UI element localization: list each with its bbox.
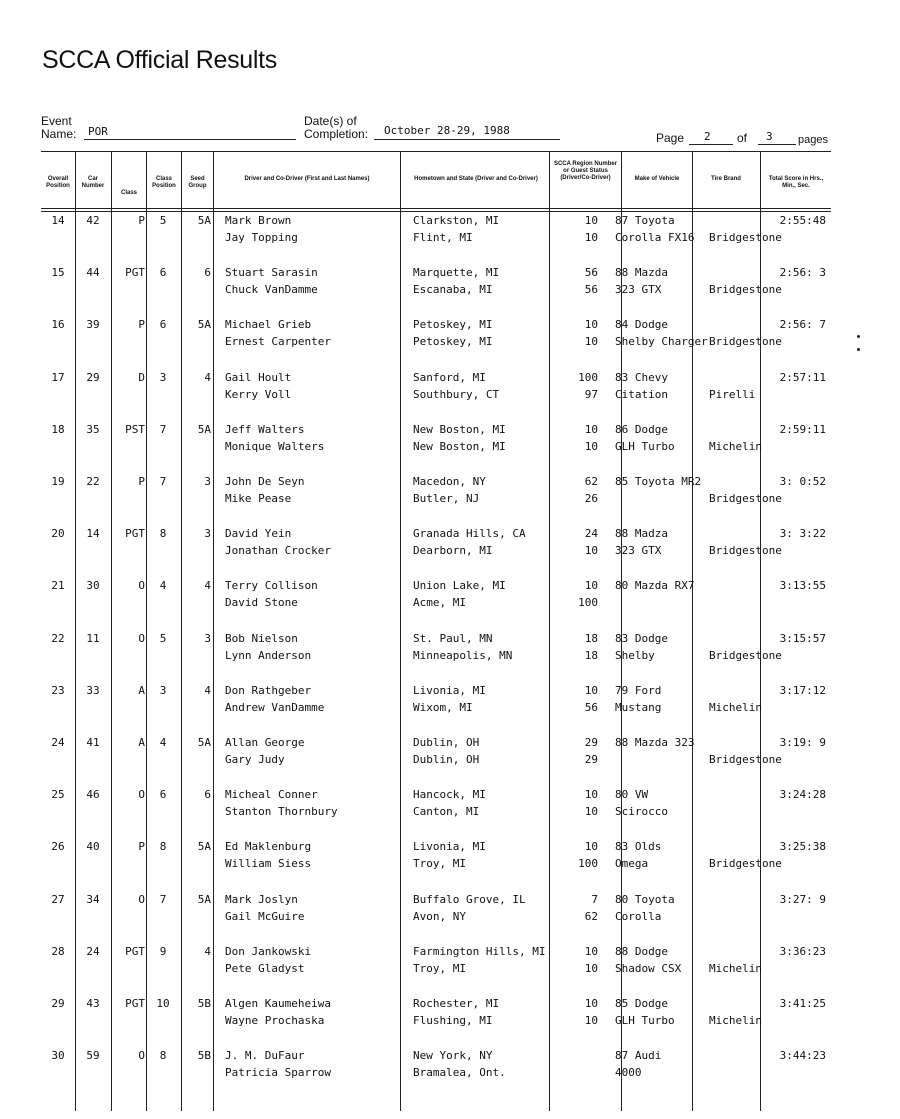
seed-group: 5A xyxy=(197,736,211,749)
driver-region: 10 xyxy=(584,579,598,593)
vehicle-make: 88 Madza xyxy=(615,527,668,541)
driver-hometown: Buffalo Grove, IL xyxy=(413,892,526,906)
overall-position: 21 xyxy=(51,579,65,593)
vehicle-make: 84 Dodge xyxy=(615,318,668,332)
driver-hometown: Clarkston, MI xyxy=(413,214,500,227)
overall-position: 29 xyxy=(51,997,65,1010)
event-name-value: POR xyxy=(88,125,108,138)
dates-value: October 28-29, 1988 xyxy=(384,124,510,137)
vehicle-model: GLH Turbo xyxy=(615,1014,675,1027)
tire-brand: Bridgestone xyxy=(709,648,782,662)
seed-group: 5A xyxy=(197,892,211,906)
car-number: 33 xyxy=(86,683,100,697)
total-score: 3:41:25 xyxy=(779,997,826,1010)
driver-name: Algen Kaumeheiwa xyxy=(225,997,331,1010)
codriver-name: Jay Topping xyxy=(225,231,298,244)
total-score: 3:13:55 xyxy=(779,579,826,593)
driver-name: Jeff Walters xyxy=(225,422,305,436)
driver-hometown: Rochester, MI xyxy=(413,997,500,1010)
codriver-region: 26 xyxy=(584,492,598,505)
codriver-name: Gail McGuire xyxy=(225,909,305,923)
class-position: 10 xyxy=(156,997,170,1010)
codriver-hometown: Petoskey, MI xyxy=(413,335,493,349)
overall-position: 20 xyxy=(51,527,65,541)
codriver-hometown: Canton, MI xyxy=(413,805,480,819)
tire-brand: Bridgestone xyxy=(709,857,782,871)
vehicle-model: Shelby xyxy=(615,648,655,662)
vehicle-make: 88 Mazda 323 xyxy=(615,736,695,749)
class: PGT xyxy=(125,527,145,541)
car-number: 39 xyxy=(86,318,100,332)
codriver-region: 10 xyxy=(584,805,598,819)
total-score: 2:56: 7 xyxy=(779,318,826,332)
column-header-class-position: Class Position xyxy=(152,176,176,189)
overall-position: 27 xyxy=(51,892,65,906)
table-row xyxy=(0,316,900,356)
table-row xyxy=(0,473,900,513)
car-number: 46 xyxy=(86,788,100,802)
driver-region: 10 xyxy=(584,997,598,1010)
codriver-region: 100 xyxy=(578,596,598,610)
driver-region: 10 xyxy=(584,214,598,227)
codriver-name: Pete Gladyst xyxy=(225,961,305,975)
table-row xyxy=(0,786,900,826)
class: P xyxy=(138,840,145,854)
table-row xyxy=(0,1047,900,1087)
class-position: 6 xyxy=(159,318,167,332)
driver-region: 10 xyxy=(584,944,598,958)
car-number: 29 xyxy=(86,370,100,384)
codriver-region: 97 xyxy=(584,387,598,401)
codriver-region: 10 xyxy=(584,335,598,349)
column-header-car-number: Car Number xyxy=(81,176,105,189)
car-number: 42 xyxy=(86,214,100,227)
vehicle-make: 87 Audi xyxy=(615,1049,662,1063)
scan-speck xyxy=(857,335,860,338)
driver-name: J. M. DuFaur xyxy=(225,1049,305,1063)
vehicle-make: 87 Toyota xyxy=(615,214,675,227)
seed-group: 5A xyxy=(197,422,211,436)
car-number: 35 xyxy=(86,422,100,436)
driver-hometown: Marquette, MI xyxy=(413,266,500,280)
codriver-region: 62 xyxy=(584,909,598,923)
table-row xyxy=(0,838,900,878)
seed-group: 5A xyxy=(197,214,211,227)
table-row xyxy=(0,212,900,252)
column-header-hometown: Hometown and State (Driver and Co-Driver) xyxy=(414,176,538,182)
table-row xyxy=(0,577,900,617)
page-number-value: 2 xyxy=(704,130,711,143)
codriver-region: 10 xyxy=(584,544,598,558)
codriver-hometown: Dublin, OH xyxy=(413,753,480,766)
car-number: 30 xyxy=(86,579,100,593)
overall-position: 26 xyxy=(51,840,65,854)
vehicle-make: 79 Ford xyxy=(615,683,662,697)
page-label: Page xyxy=(656,131,685,145)
vehicle-make: 86 Dodge xyxy=(615,422,668,436)
overall-position: 17 xyxy=(51,370,65,384)
class: A xyxy=(138,736,145,749)
codriver-name: Mike Pease xyxy=(225,492,292,505)
column-header-vehicle: Make of Vehicle xyxy=(634,176,680,182)
class-position: 7 xyxy=(159,422,167,436)
column-header-overall-position: Overall Position xyxy=(46,176,70,189)
seed-group: 4 xyxy=(204,579,211,593)
codriver-region: 56 xyxy=(584,700,598,714)
car-number: 11 xyxy=(86,631,100,645)
seed-group: 3 xyxy=(204,475,211,488)
codriver-name: Lynn Anderson xyxy=(225,648,312,662)
total-score: 3:24:28 xyxy=(779,788,826,802)
class: PGT xyxy=(125,266,145,280)
class-position: 5 xyxy=(159,214,167,227)
event-name-label: Event Name: xyxy=(41,114,77,141)
driver-hometown: Union Lake, MI xyxy=(413,579,506,593)
codriver-name: Patricia Sparrow xyxy=(225,1066,331,1080)
driver-region: 10 xyxy=(584,683,598,697)
codriver-name: Ernest Carpenter xyxy=(225,335,331,349)
driver-name: Bob Nielson xyxy=(225,631,298,645)
seed-group: 6 xyxy=(204,266,211,280)
codriver-hometown: New Boston, MI xyxy=(413,439,506,453)
driver-name: Don Rathgeber xyxy=(225,683,312,697)
codriver-region: 10 xyxy=(584,961,598,975)
codriver-hometown: Avon, NY xyxy=(413,909,466,923)
total-score: 3:25:38 xyxy=(779,840,826,854)
page-number-underline xyxy=(689,144,733,145)
dates-underline xyxy=(374,139,560,140)
table-header-border xyxy=(41,208,831,209)
driver-hometown: Livonia, MI xyxy=(413,840,486,854)
driver-region: 100 xyxy=(578,370,598,384)
class-position: 8 xyxy=(159,527,167,541)
vehicle-model: Omega xyxy=(615,857,649,871)
codriver-hometown: Flint, MI xyxy=(413,231,473,244)
class-position: 6 xyxy=(159,788,167,802)
total-score: 3:15:57 xyxy=(779,631,826,645)
driver-name: Ed Maklenburg xyxy=(225,840,312,854)
driver-name: John De Seyn xyxy=(225,475,305,488)
class-position: 9 xyxy=(159,944,167,958)
driver-name: Terry Collison xyxy=(225,579,318,593)
tire-brand: Michelin xyxy=(709,1014,762,1027)
codriver-name: Gary Judy xyxy=(225,753,285,766)
tire-brand: Michelin xyxy=(709,439,762,453)
driver-region: 10 xyxy=(584,422,598,436)
seed-group: 5B xyxy=(197,1049,211,1063)
driver-name: Stuart Sarasin xyxy=(225,266,318,280)
tire-brand: Bridgestone xyxy=(709,335,782,349)
class-position: 6 xyxy=(159,266,167,280)
seed-group: 4 xyxy=(204,944,211,958)
total-score: 3:19: 9 xyxy=(779,736,826,749)
seed-group: 4 xyxy=(204,370,211,384)
driver-hometown: Macedon, NY xyxy=(413,475,486,488)
codriver-hometown: Escanaba, MI xyxy=(413,283,493,297)
car-number: 41 xyxy=(86,736,100,749)
vehicle-make: 80 Mazda RX7 xyxy=(615,579,695,593)
class: O xyxy=(138,892,145,906)
driver-hometown: Granada Hills, CA xyxy=(413,527,526,541)
seed-group: 3 xyxy=(204,631,211,645)
tire-brand: Bridgestone xyxy=(709,544,782,558)
column-header-driver: Driver and Co-Driver (First and Last Names) xyxy=(244,176,370,182)
tire-brand: Michelin xyxy=(709,961,762,975)
table-row xyxy=(0,734,900,774)
total-score: 3: 0:52 xyxy=(779,475,826,488)
vehicle-model: 4000 xyxy=(615,1066,642,1080)
driver-region: 18 xyxy=(584,631,598,645)
overall-position: 25 xyxy=(51,788,65,802)
driver-name: Mark Joslyn xyxy=(225,892,298,906)
tire-brand: Bridgestone xyxy=(709,283,782,297)
total-score: 2:55:48 xyxy=(779,214,826,227)
class: P xyxy=(138,214,145,227)
driver-name: David Yein xyxy=(225,527,292,541)
seed-group: 6 xyxy=(204,788,211,802)
vehicle-model: GLH Turbo xyxy=(615,439,675,453)
vehicle-model: Shadow CSX xyxy=(615,961,682,975)
codriver-region: 100 xyxy=(578,857,598,871)
driver-region: 10 xyxy=(584,840,598,854)
codriver-name: Monique Walters xyxy=(225,439,325,453)
seed-group: 5A xyxy=(197,318,211,332)
vehicle-model: Citation xyxy=(615,387,668,401)
vehicle-make: 83 Dodge xyxy=(615,631,668,645)
class-position: 7 xyxy=(159,892,167,906)
class-position: 8 xyxy=(159,1049,167,1063)
driver-hometown: Sanford, MI xyxy=(413,370,486,384)
vehicle-model: 323 GTX xyxy=(615,544,662,558)
car-number: 34 xyxy=(86,892,100,906)
table-row xyxy=(0,264,900,304)
vehicle-make: 80 Toyota xyxy=(615,892,675,906)
codriver-hometown: Bramalea, Ont. xyxy=(413,1066,506,1080)
codriver-hometown: Troy, MI xyxy=(413,961,466,975)
codriver-hometown: Acme, MI xyxy=(413,596,466,610)
driver-hometown: Hancock, MI xyxy=(413,788,486,802)
vehicle-make: 83 Chevy xyxy=(615,370,668,384)
car-number: 14 xyxy=(86,527,100,541)
overall-position: 15 xyxy=(51,266,65,280)
class: O xyxy=(138,631,145,645)
class-position: 7 xyxy=(159,475,167,488)
vehicle-make: 80 VW xyxy=(615,788,649,802)
column-header-class: Class xyxy=(120,190,137,196)
seed-group: 4 xyxy=(204,683,211,697)
vehicle-make: 85 Dodge xyxy=(615,997,668,1010)
tire-brand: Bridgestone xyxy=(709,492,782,505)
driver-region: 62 xyxy=(584,475,598,488)
tire-brand: Bridgestone xyxy=(709,231,782,244)
table-top-border xyxy=(41,151,831,152)
overall-position: 30 xyxy=(51,1049,65,1063)
vehicle-make: 88 Dodge xyxy=(615,944,668,958)
class: PGT xyxy=(125,997,145,1010)
table-row xyxy=(0,525,900,565)
codriver-hometown: Troy, MI xyxy=(413,857,466,871)
class: O xyxy=(138,788,145,802)
dates-label: Date(s) of Completion: xyxy=(304,114,369,141)
column-header-seed-group: Seed Group xyxy=(188,176,207,189)
codriver-name: William Siess xyxy=(225,857,312,871)
codriver-region: 18 xyxy=(584,648,598,662)
seed-group: 5B xyxy=(197,997,211,1010)
total-score: 3: 3:22 xyxy=(779,527,826,541)
driver-name: Allan George xyxy=(225,736,305,749)
of-label: of xyxy=(737,131,748,145)
total-score: 3:44:23 xyxy=(779,1049,826,1063)
codriver-hometown: Flushing, MI xyxy=(413,1014,493,1027)
driver-hometown: St. Paul, MN xyxy=(413,631,493,645)
column-header-tire: Tire Brand xyxy=(711,176,741,182)
class-position: 3 xyxy=(159,683,167,697)
driver-region: 56 xyxy=(584,266,598,280)
table-row xyxy=(0,630,900,670)
vehicle-make: 85 Toyota MR2 xyxy=(615,475,702,488)
table-row xyxy=(0,421,900,461)
driver-region: 24 xyxy=(584,527,598,541)
class: P xyxy=(138,318,145,332)
codriver-name: Jonathan Crocker xyxy=(225,544,331,558)
table-row xyxy=(0,943,900,983)
total-score: 2:56: 3 xyxy=(779,266,826,280)
car-number: 24 xyxy=(86,944,100,958)
total-score: 3:17:12 xyxy=(779,683,826,697)
total-score: 2:57:11 xyxy=(779,370,826,384)
car-number: 40 xyxy=(86,840,100,854)
codriver-name: Andrew VanDamme xyxy=(225,700,325,714)
seed-group: 5A xyxy=(197,840,211,854)
driver-hometown: Livonia, MI xyxy=(413,683,486,697)
codriver-region: 10 xyxy=(584,439,598,453)
driver-hometown: New York, NY xyxy=(413,1049,493,1063)
class-position: 4 xyxy=(159,736,167,749)
class-position: 3 xyxy=(159,370,167,384)
overall-position: 14 xyxy=(51,214,65,227)
driver-name: Michael Grieb xyxy=(225,318,312,332)
driver-region: 10 xyxy=(584,788,598,802)
codriver-region: 56 xyxy=(584,283,598,297)
vehicle-make: 83 Olds xyxy=(615,840,662,854)
class-position: 4 xyxy=(159,579,167,593)
table-row xyxy=(0,995,900,1035)
vehicle-model: Mustang xyxy=(615,700,662,714)
codriver-region: 10 xyxy=(584,1014,598,1027)
class-position: 5 xyxy=(159,631,167,645)
overall-position: 23 xyxy=(51,683,65,697)
table-row xyxy=(0,891,900,931)
class: O xyxy=(138,579,145,593)
overall-position: 18 xyxy=(51,422,65,436)
driver-region: 29 xyxy=(584,736,598,749)
codriver-hometown: Wixom, MI xyxy=(413,700,473,714)
overall-position: 28 xyxy=(51,944,65,958)
codriver-hometown: Butler, NJ xyxy=(413,492,480,505)
table-row xyxy=(0,682,900,722)
class: A xyxy=(138,683,145,697)
driver-name: Micheal Conner xyxy=(225,788,318,802)
class: O xyxy=(138,1049,145,1063)
overall-position: 24 xyxy=(51,736,65,749)
event-name-underline xyxy=(84,139,296,140)
driver-region: 10 xyxy=(584,318,598,332)
column-header-total-score: Total Score in Hrs., Min., Sec. xyxy=(768,176,824,189)
vehicle-model: 323 GTX xyxy=(615,283,662,297)
driver-hometown: Petoskey, MI xyxy=(413,318,493,332)
total-score: 3:27: 9 xyxy=(779,892,826,906)
class: PST xyxy=(125,422,145,436)
tire-brand: Pirelli xyxy=(709,387,756,401)
codriver-name: Wayne Prochaska xyxy=(225,1014,325,1027)
tire-brand: Michelin xyxy=(709,700,762,714)
vehicle-make: 88 Mazda xyxy=(615,266,668,280)
driver-name: Mark Brown xyxy=(225,214,292,227)
driver-hometown: New Boston, MI xyxy=(413,422,506,436)
total-score: 3:36:23 xyxy=(779,944,826,958)
driver-hometown: Farmington Hills, MI xyxy=(413,944,546,958)
vehicle-model: Scirocco xyxy=(615,805,668,819)
car-number: 43 xyxy=(86,997,100,1010)
vehicle-model: Corolla FX16 xyxy=(615,231,695,244)
codriver-region: 10 xyxy=(584,231,598,244)
column-header-scca-region: SCCA Region Number or Guest Status (Driver/Co-Driver) xyxy=(553,161,618,181)
codriver-name: Stanton Thornbury xyxy=(225,805,338,819)
car-number: 44 xyxy=(86,266,100,280)
tire-brand: Bridgestone xyxy=(709,753,782,766)
car-number: 59 xyxy=(86,1049,100,1063)
class: PGT xyxy=(125,944,145,958)
overall-position: 16 xyxy=(51,318,65,332)
codriver-region: 29 xyxy=(584,753,598,766)
total-pages-value: 3 xyxy=(766,130,773,143)
codriver-hometown: Dearborn, MI xyxy=(413,544,493,558)
codriver-hometown: Minneapolis, MN xyxy=(413,648,513,662)
codriver-name: Chuck VanDamme xyxy=(225,283,318,297)
car-number: 22 xyxy=(86,475,100,488)
table-row xyxy=(0,369,900,409)
total-pages-underline xyxy=(758,144,796,145)
pages-label: pages xyxy=(798,134,828,146)
total-score: 2:59:11 xyxy=(779,422,826,436)
codriver-hometown: Southbury, CT xyxy=(413,387,500,401)
codriver-name: David Stone xyxy=(225,596,298,610)
driver-name: Don Jankowski xyxy=(225,944,312,958)
scan-speck xyxy=(857,348,860,351)
vehicle-model: Corolla xyxy=(615,909,662,923)
vehicle-model: Shelby Charger xyxy=(615,335,708,349)
codriver-name: Kerry Voll xyxy=(225,387,292,401)
overall-position: 22 xyxy=(51,631,65,645)
driver-hometown: Dublin, OH xyxy=(413,736,480,749)
driver-name: Gail Hoult xyxy=(225,370,292,384)
class: D xyxy=(138,370,145,384)
document-title: SCCA Official Results xyxy=(42,46,277,74)
seed-group: 3 xyxy=(204,527,211,541)
class: P xyxy=(138,475,145,488)
driver-region: 7 xyxy=(591,892,598,906)
overall-position: 19 xyxy=(51,475,65,488)
class-position: 8 xyxy=(159,840,167,854)
